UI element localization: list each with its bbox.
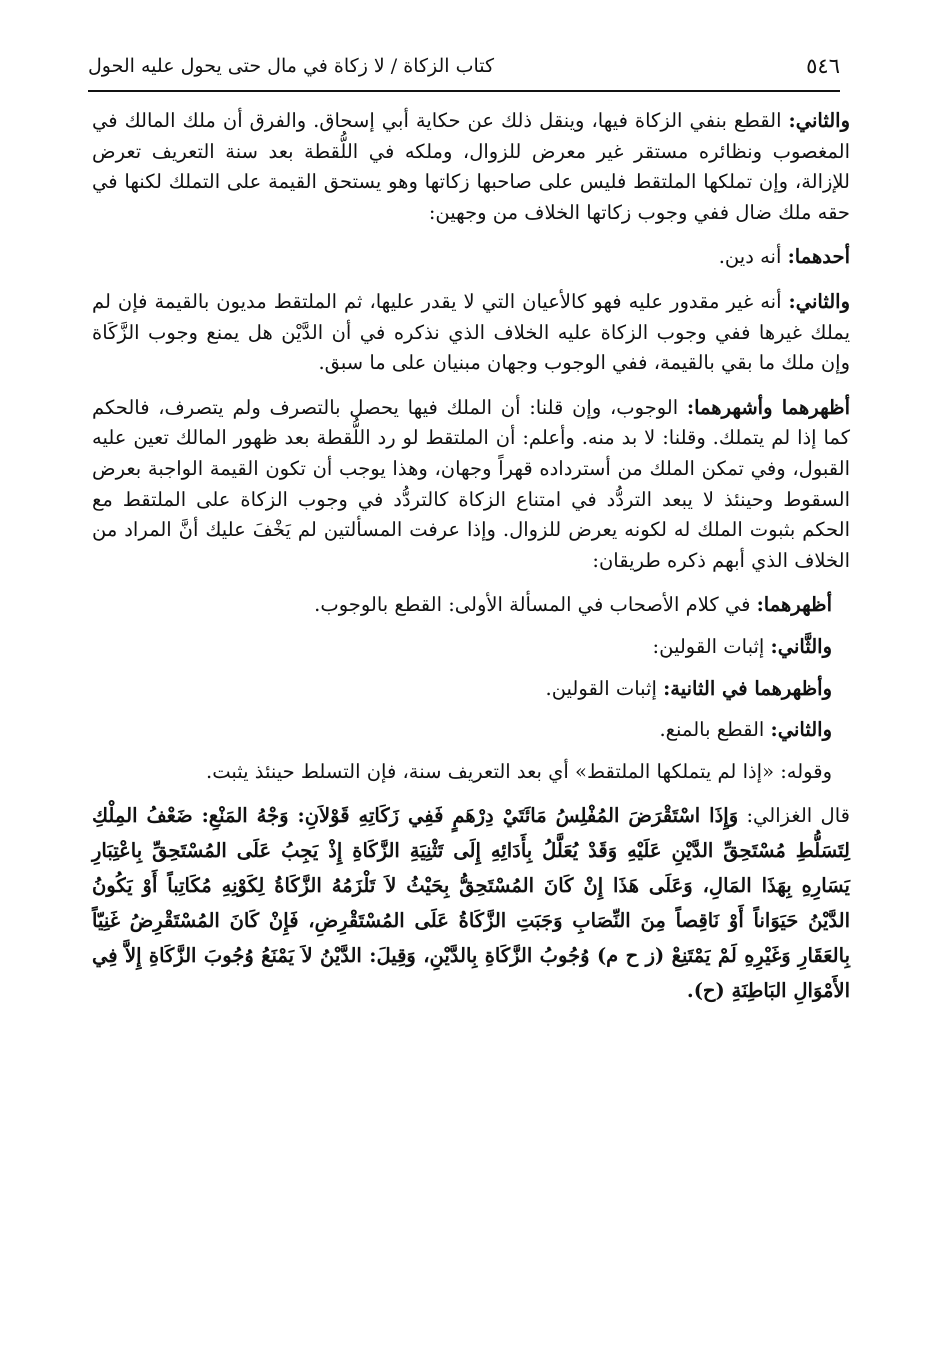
paragraph bbox=[92, 393, 850, 577]
quoted-text-paragraph bbox=[92, 798, 850, 1008]
paragraph bbox=[92, 242, 850, 273]
paragraph-label: والثاني: bbox=[788, 109, 850, 132]
paragraph-label: والثاني: bbox=[788, 289, 850, 313]
paragraph-label: والثَّاني: bbox=[770, 634, 832, 658]
paragraph-text: في كلام الأصحاب في المسألة الأولى: القطع بالوجوب. bbox=[314, 593, 757, 617]
paragraph-label: أظهرهما: bbox=[756, 593, 832, 617]
paragraph bbox=[92, 106, 850, 228]
paragraph-label: أظهرهما وأشهرهما: bbox=[686, 395, 850, 419]
paragraph-label: وأظهرهما في الثانية: bbox=[663, 676, 832, 700]
paragraph bbox=[92, 632, 850, 663]
running-header bbox=[88, 46, 840, 86]
paragraph bbox=[92, 590, 850, 621]
paragraph-label: أحدهما: bbox=[787, 245, 850, 269]
paragraph-label: والثاني: bbox=[770, 718, 832, 742]
running-title: كتاب الزكاة / لا زكاة في مال حتى يحول عليه الحول bbox=[88, 55, 495, 77]
header-rule bbox=[88, 90, 840, 92]
paragraph-text: القطع بالمنع. bbox=[659, 718, 771, 742]
page-number: ٥٤٦ bbox=[806, 54, 840, 78]
page-body bbox=[92, 106, 850, 1022]
paragraph-text: القطع بنفي الزكاة فيها، وينقل ذلك عن حكاية أبي إسحاق. والفرق أن ملك المالك في المغصوب ونظائره مستقر غير معرض للزوال، وملكه في اللُّقطة بعد سنة التعريف تعرض للإزالة، وإن تملكها الملتقط فليس على صاحبها زكاتها وهو يستحق القيمة على التملك لكنها في حقه ملك ضال ففي وجوب زكاتها الخلاف من وجهين: bbox=[92, 109, 850, 224]
paragraph bbox=[92, 757, 850, 788]
quote-intro: قال الغزالي: bbox=[738, 804, 850, 828]
paragraph-text: إثبات القولين: bbox=[652, 634, 771, 658]
paragraph bbox=[92, 674, 850, 705]
paragraph-text: أنه دين. bbox=[718, 245, 788, 269]
paragraph-text: أنه غير مقدور عليه فهو كالأعيان التي لا يقدر عليها، ثم الملتقط مديون بالقيمة فإن لم يملك غيرها ففي وجوب الزكاة عليه الخلاف الذي نذكره في أن الدَّيْن هل يمنع وجوب الزَّكَاة وإن ملك ما بقي بالقيمة، ففي الوجوب وجهان مبنيان على ما سبق. bbox=[92, 289, 850, 375]
paragraph bbox=[92, 715, 850, 746]
paragraph-text: إثبات القولين. bbox=[545, 676, 664, 700]
paragraph-text: الوجوب، وإن قلنا: أن الملك فيها يحصل بالتصرف ولم يتصرف، فالحكم كما إذا لم يتملك. وقلنا: لا بد منه. وأعلم: أن الملتقط لو رد اللُّقطة بعد ظهور المالك تعين عليه القبول، وفي تمكن الملك من أسترداده قهراً وجهان، وهذا يوجب أن تكون القيمة الواجبة بعرض السقوط وحينئذ لا يبعد التردُّد في امتناع الزكاة كالتردُّد في وجوب الزكاة على الملتقط مع الحكم بثبوت الملك له لكونه يعرض للزوال. وإذا عرفت المسألتين لم يَخْفَ عليك أنَّ المراد من الخلاف الذي أبهم ذكره طريقان: bbox=[92, 395, 850, 572]
paragraph bbox=[92, 287, 850, 379]
quote-text: وَإِذَا اسْتَقْرَضَ المُفْلِسُ مَائَتَيْ دِرْهَمٍ فَفِي زَكَاتِهِ قَوْلاَنِ: وَجْهُ المَنْعِ: ضَعْفُ المِلْكِ لِتَسَلُّطِ مُسْتَحِقِّ الدَّيْنِ عَلَيْهِ وَقَدْ يُعَلَّلُ بِأَدَائِهِ إِلَى تَثْنِيَةِ الزَّكَاةِ إِذْ يَجِبُ عَلَى المُسْتَحِقِّ بِاعْتِبَارِ يَسَارِهِ بِهَذَا المَالِ، وَعَلَى هَذَا إِنْ كَانَ المُسْتَحِقُّ بِحَيْثُ لاَ تَلْزَمُهُ الزَّكَاةُ لِكَوْنِهِ مُكَاتِباً أَوْ يَكُونُ الدَّيْنُ حَيَوَاناً أَوْ نَاقِصاً مِنَ النِّصَابِ وَجَبَتِ الزَّكَاةُ عَلَى المُسْتَقْرِضِ، فَإِنْ كَانَ المُسْتَقْرِضُ غَنِيّاً بِالعَقَارِ وَغَيْرِهِ لَمْ يَمْتَنِعْ (ز ح م) وُجُوبُ الزَّكَاةِ بِالدَّيْنِ، وَقِيلَ: الدَّيْنُ لاَ يَمْنَعُ وُجُوبَ الزَّكَاةِ إِلاَّ فِي الأَمْوَالِ البَاطِنَةِ (ح). bbox=[92, 804, 850, 1003]
paragraph-text: وقوله: «إذا لم يتملكها الملتقط» أي بعد التعريف سنة، فإن التسلط حينئذ يثبت. bbox=[206, 759, 832, 783]
